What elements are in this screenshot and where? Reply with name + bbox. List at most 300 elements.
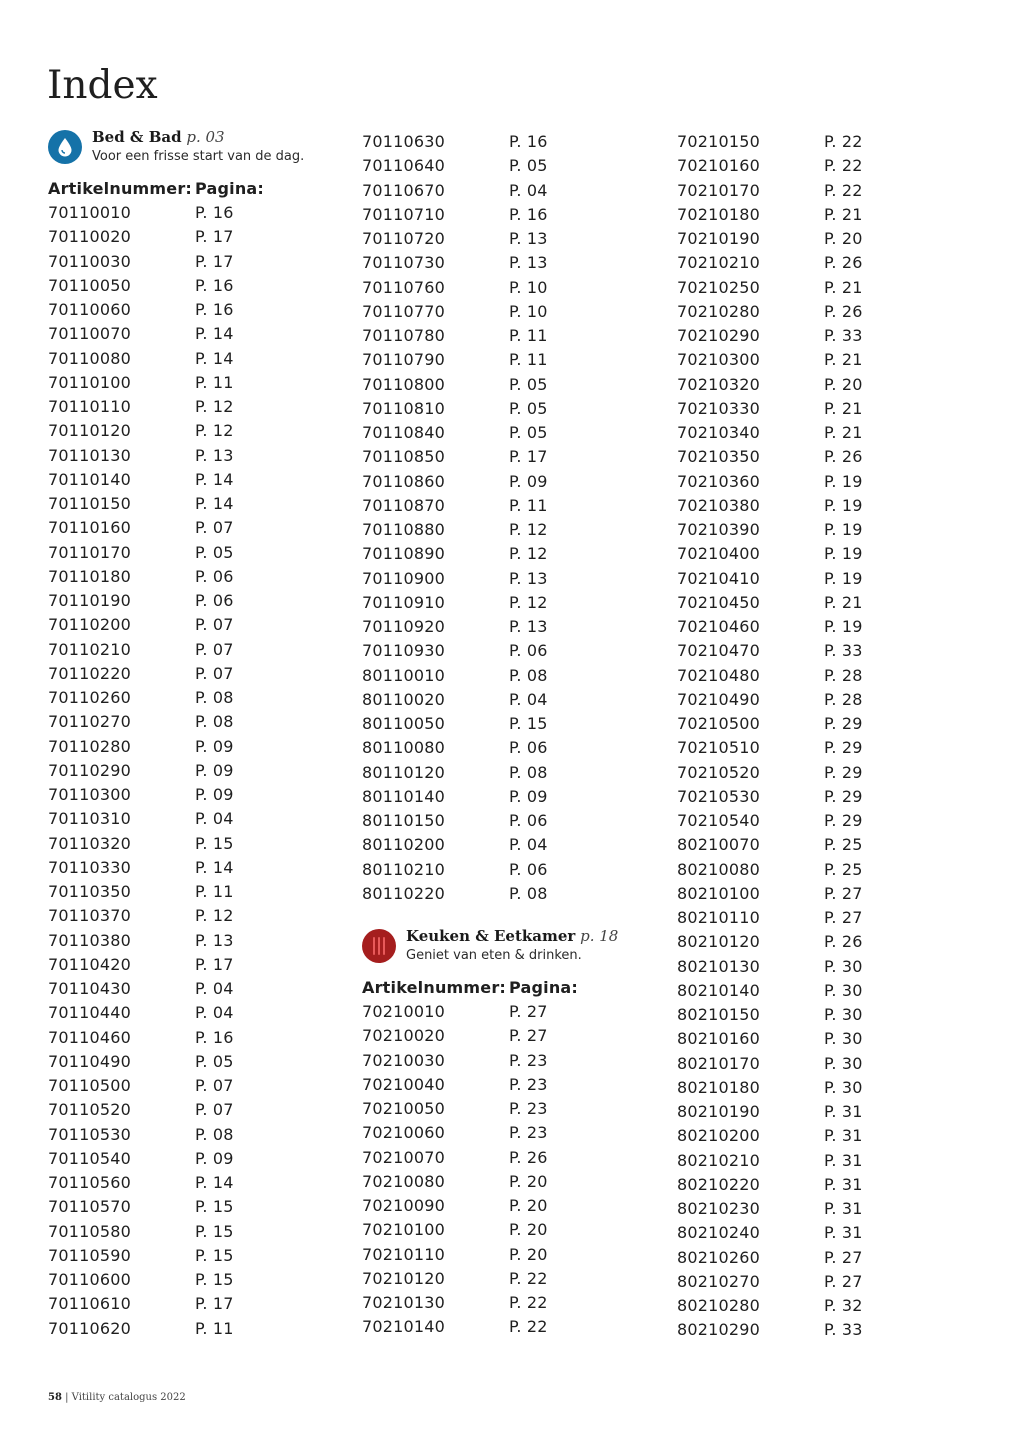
page-reference: P. 08 [195, 688, 234, 707]
page-reference: P. 30 [824, 1053, 863, 1073]
page-reference: P. 04 [509, 835, 548, 855]
article-number: 70210520 [677, 762, 761, 782]
section-header-bed-bad [48, 130, 358, 164]
page-reference: P. 14 [195, 857, 234, 877]
list-item [362, 1170, 672, 1194]
list-item [677, 1294, 987, 1318]
list-item [677, 397, 987, 421]
page-reference: P. 29 [824, 786, 863, 806]
list-item [677, 858, 987, 882]
article-number: 70210170 [677, 180, 761, 200]
article-number: 80210240 [677, 1223, 761, 1243]
page-reference: P. 27 [824, 883, 863, 903]
list-item [48, 444, 358, 468]
list-item [677, 591, 987, 615]
article-number: 70210060 [362, 1123, 446, 1143]
page-reference: P. 06 [509, 811, 548, 830]
page-reference: P. 33 [824, 1320, 863, 1340]
page-reference: P. 11 [195, 372, 234, 392]
page-reference: P. 26 [824, 447, 863, 467]
article-number: 80210120 [677, 932, 761, 952]
article-number: 80210150 [677, 1005, 761, 1024]
list-item [677, 615, 987, 639]
page-reference: P. 07 [195, 639, 234, 659]
page-reference: P. 29 [824, 811, 863, 830]
page-reference: P. 15 [195, 1221, 234, 1241]
page-reference: P. 12 [195, 397, 234, 416]
article-number: 70110310 [48, 809, 132, 829]
article-number: 80210210 [677, 1150, 761, 1170]
page-reference: P. 22 [509, 1293, 548, 1312]
list-item [48, 492, 358, 516]
article-number: 70110170 [48, 542, 132, 562]
article-number: 80210130 [677, 956, 761, 976]
list-item [362, 1049, 672, 1073]
list-item [677, 1003, 987, 1027]
page-reference: P. 30 [824, 956, 863, 976]
page-reference: P. 05 [509, 374, 548, 394]
page-reference: P. 13 [509, 253, 548, 273]
page-reference: P. 09 [509, 786, 548, 806]
list-item [362, 736, 672, 760]
page-reference: P. 31 [824, 1126, 863, 1146]
index-list [362, 130, 672, 906]
list-item [677, 179, 987, 203]
page-reference: P. 12 [509, 544, 548, 564]
page-reference: P. 20 [509, 1244, 548, 1264]
page-reference: P. 22 [824, 180, 863, 200]
article-number: 70110810 [362, 398, 446, 418]
list-item [677, 348, 987, 372]
page-reference: P. 13 [509, 617, 548, 636]
article-number: 70210390 [677, 520, 761, 539]
article-number: 70110380 [48, 930, 132, 950]
article-number-header: Artikelnummer: [48, 179, 193, 198]
article-number: 70110570 [48, 1197, 132, 1217]
list-item [362, 1097, 672, 1121]
article-number: 70110350 [48, 882, 132, 901]
article-number: 70110900 [362, 568, 446, 588]
article-number: 80110120 [362, 762, 446, 782]
list-item [362, 712, 672, 736]
article-number: 70210190 [677, 229, 761, 248]
page-reference: P. 23 [509, 1074, 548, 1094]
article-number: 70210460 [677, 617, 761, 636]
article-number: 80210140 [677, 980, 761, 1000]
list-item [48, 1098, 358, 1122]
page-reference: P. 30 [824, 1029, 863, 1049]
list-item [48, 250, 358, 274]
list-item [677, 130, 987, 154]
list-item [48, 953, 358, 977]
list-item [362, 882, 672, 906]
page-reference: P. 11 [195, 882, 234, 901]
page-reference: P. 04 [195, 809, 234, 829]
page-reference: P. 19 [824, 617, 863, 636]
page-footer [48, 1392, 186, 1403]
list-item [48, 807, 358, 831]
page-reference: P. 23 [509, 1123, 548, 1143]
article-number: 70110500 [48, 1076, 132, 1095]
list-item [677, 882, 987, 906]
article-number: 70110910 [362, 592, 446, 612]
article-number: 80210170 [677, 1053, 761, 1073]
article-number: 80210270 [677, 1271, 761, 1291]
page-reference: P. 26 [824, 253, 863, 273]
list-item [48, 347, 358, 371]
article-number: 70110070 [48, 324, 132, 344]
page-reference: P. 15 [195, 833, 234, 853]
list-item [48, 1001, 358, 1025]
page-reference: P. 29 [824, 738, 863, 758]
page-reference: P. 09 [195, 785, 234, 804]
page-reference: P. 22 [824, 156, 863, 176]
page-reference: P. 21 [824, 592, 863, 612]
article-number: 80210160 [677, 1029, 761, 1049]
article-number: 70110300 [48, 785, 132, 804]
page-reference: P. 06 [509, 641, 548, 661]
water-drop-icon [48, 130, 82, 164]
page-reference: P. 27 [509, 1002, 548, 1021]
article-number: 70110440 [48, 1003, 132, 1023]
page-reference: P. 06 [195, 591, 234, 610]
page-reference: P. 13 [195, 445, 234, 465]
page-reference: P. 20 [509, 1171, 548, 1191]
page-reference: P. 05 [509, 398, 548, 418]
article-number: 80210190 [677, 1102, 761, 1121]
page-reference: P. 12 [509, 592, 548, 612]
page-reference: P. 06 [509, 738, 548, 758]
list-item [362, 470, 672, 494]
list-item [677, 639, 987, 663]
page-reference: P. 08 [195, 712, 234, 732]
article-number: 70110080 [48, 348, 132, 368]
page-header: Pagina: [509, 978, 579, 997]
list-item [362, 373, 672, 397]
list-item [362, 567, 672, 591]
article-number: 70110790 [362, 350, 446, 370]
page-reference: P. 14 [195, 324, 234, 344]
page-reference: P. 07 [195, 1076, 234, 1095]
article-number: 70210320 [677, 374, 761, 394]
article-number: 70210180 [677, 204, 761, 224]
page-reference: P. 30 [824, 1005, 863, 1024]
article-number: 70110840 [362, 423, 446, 442]
list-item [362, 276, 672, 300]
article-number: 70210030 [362, 1050, 446, 1070]
article-number: 70110270 [48, 712, 132, 732]
list-item [677, 203, 987, 227]
list-item [362, 494, 672, 518]
page-reference: P. 28 [824, 689, 863, 709]
article-number: 80210280 [677, 1296, 761, 1315]
page-reference: P. 21 [824, 423, 863, 442]
page-reference: P. 04 [195, 1003, 234, 1023]
article-number: 70110020 [48, 227, 132, 247]
page-reference: P. 17 [509, 447, 548, 467]
article-number: 70110600 [48, 1270, 132, 1289]
page-reference: P. 16 [509, 204, 548, 224]
footer-text: Vitility catalogus 2022 [71, 1392, 186, 1403]
page-reference: P. 12 [195, 421, 234, 441]
list-item [677, 1173, 987, 1197]
article-number: 80110010 [362, 665, 446, 685]
article-number: 80110140 [362, 786, 446, 806]
list-item [677, 906, 987, 930]
article-number: 80210070 [677, 835, 761, 855]
list-item [677, 664, 987, 688]
page-reference: P. 04 [509, 689, 548, 709]
list-item [362, 251, 672, 275]
page-reference: P. 09 [195, 760, 234, 780]
page-reference: P. 05 [509, 423, 548, 442]
list-item [48, 565, 358, 589]
list-item [677, 809, 987, 833]
footer-separator: | [61, 1392, 72, 1403]
list-item [48, 1220, 358, 1244]
page-reference: P. 11 [509, 350, 548, 370]
article-number: 70110630 [362, 132, 446, 151]
article-number: 70110620 [48, 1318, 132, 1338]
page-reference: P. 17 [195, 954, 234, 974]
page-reference: P. 21 [824, 398, 863, 418]
page-reference: P. 10 [509, 301, 548, 321]
page-reference: P. 23 [509, 1099, 548, 1118]
article-number: 70110670 [362, 180, 446, 200]
page-reference: P. 19 [824, 544, 863, 564]
page-title: Index [47, 63, 158, 108]
article-number: 70110330 [48, 857, 132, 877]
page-reference: P. 31 [824, 1150, 863, 1170]
article-number: 70110880 [362, 520, 446, 539]
article-number: 70210090 [362, 1196, 446, 1215]
page-reference: P. 05 [509, 156, 548, 176]
article-number: 70110850 [362, 447, 446, 467]
page-reference: P. 27 [824, 1271, 863, 1291]
list-item [677, 445, 987, 469]
page-reference: P. 16 [195, 1027, 234, 1047]
article-number: 70110060 [48, 300, 132, 319]
list-item [362, 300, 672, 324]
page-reference: P. 20 [509, 1196, 548, 1215]
list-item [362, 1243, 672, 1267]
article-number: 70110200 [48, 615, 132, 635]
article-number: 70110490 [48, 1051, 132, 1071]
list-item [677, 324, 987, 348]
article-number: 70210380 [677, 495, 761, 515]
article-number: 70110520 [48, 1100, 132, 1120]
article-number: 70110140 [48, 469, 132, 489]
list-item [48, 274, 358, 298]
list-item [48, 880, 358, 904]
article-number: 70210510 [677, 738, 761, 758]
article-number: 70110160 [48, 518, 132, 538]
list-item [362, 421, 672, 445]
page-reference: P. 31 [824, 1102, 863, 1121]
list-item [48, 1317, 358, 1341]
page-reference: P. 15 [195, 1270, 234, 1289]
article-number: 70210080 [362, 1171, 446, 1191]
page-reference: P. 29 [824, 762, 863, 782]
article-number: 70110120 [48, 421, 132, 441]
list-item [48, 1171, 358, 1195]
list-item [677, 518, 987, 542]
page-reference: P. 08 [509, 883, 548, 903]
page-reference: P. 09 [195, 736, 234, 756]
list-item [48, 759, 358, 783]
list-item [48, 1292, 358, 1316]
list-item [48, 1147, 358, 1171]
page-reference: P. 25 [824, 835, 863, 855]
article-number: 70110430 [48, 979, 132, 998]
page-reference: P. 12 [195, 906, 234, 926]
list-item [48, 662, 358, 686]
article-number: 70210020 [362, 1026, 446, 1046]
list-item [48, 395, 358, 419]
article-number: 70210400 [677, 544, 761, 564]
page-reference: P. 09 [509, 471, 548, 491]
page-reference: P. 13 [195, 930, 234, 950]
article-number: 80210290 [677, 1320, 761, 1340]
list-item [677, 421, 987, 445]
article-number: 70110870 [362, 495, 446, 515]
list-item [677, 542, 987, 566]
page-reference: P. 08 [509, 762, 548, 782]
page-reference: P. 14 [195, 1173, 234, 1192]
list-item [677, 494, 987, 518]
article-number: 70110220 [48, 663, 132, 683]
list-item [362, 639, 672, 663]
article-number: 70210540 [677, 811, 761, 830]
article-number: 70110730 [362, 253, 446, 273]
article-number: 80210180 [677, 1077, 761, 1097]
page-reference: P. 23 [509, 1050, 548, 1070]
list-item [362, 858, 672, 882]
page-reference: P. 17 [195, 251, 234, 271]
list-item [677, 1197, 987, 1221]
article-number: 70110610 [48, 1294, 132, 1314]
page-reference: P. 20 [824, 374, 863, 394]
index-column-1 [48, 130, 358, 1341]
list-item [362, 591, 672, 615]
page-reference: P. 11 [195, 1318, 234, 1338]
section-subtitle: Voor een frisse start van de dag. [92, 149, 305, 164]
list-item [677, 785, 987, 809]
list-item [48, 832, 358, 856]
article-number: 70110720 [362, 229, 446, 248]
article-number: 80110020 [362, 689, 446, 709]
list-item [48, 638, 358, 662]
list-item [362, 1267, 672, 1291]
article-number: 70110050 [48, 275, 132, 295]
page-reference: P. 31 [824, 1223, 863, 1243]
article-number: 70110770 [362, 301, 446, 321]
page-reference: P. 21 [824, 277, 863, 297]
article-number: 70210450 [677, 592, 761, 612]
page-reference: P. 12 [509, 520, 548, 539]
page-reference: P. 25 [824, 859, 863, 879]
list-item [362, 179, 672, 203]
list-item [362, 1218, 672, 1242]
list-item [48, 904, 358, 928]
list-item [48, 541, 358, 565]
page-reference: P. 08 [195, 1124, 234, 1144]
list-item [362, 397, 672, 421]
article-number: 80210260 [677, 1247, 761, 1267]
list-item [362, 1000, 672, 1024]
article-number: 70210360 [677, 471, 761, 491]
article-number: 70210470 [677, 641, 761, 661]
article-number: 70210480 [677, 665, 761, 685]
index-column-3 [677, 130, 987, 1343]
article-number: 70110030 [48, 251, 132, 271]
article-number: 70210330 [677, 398, 761, 418]
list-item [362, 664, 672, 688]
list-item [48, 201, 358, 225]
page-reference: P. 27 [824, 1247, 863, 1267]
page-reference: P. 31 [824, 1174, 863, 1194]
list-item [48, 516, 358, 540]
page-reference: P. 16 [509, 132, 548, 151]
page-reference: P. 16 [195, 203, 234, 222]
list-item [362, 1121, 672, 1145]
article-number: 80110220 [362, 883, 446, 903]
index-list [677, 130, 987, 1343]
page-reference: P. 14 [195, 348, 234, 368]
page-reference: P. 14 [195, 494, 234, 513]
article-number: 80210230 [677, 1199, 761, 1218]
list-item [48, 856, 358, 880]
page-reference: P. 19 [824, 471, 863, 491]
page-reference: P. 31 [824, 1199, 863, 1218]
article-number: 70110210 [48, 639, 132, 659]
list-item [48, 1244, 358, 1268]
page-reference: P. 26 [509, 1147, 548, 1167]
page-reference: P. 22 [509, 1317, 548, 1337]
list-item [48, 1123, 358, 1147]
list-item [362, 227, 672, 251]
page-reference: P. 27 [509, 1026, 548, 1046]
article-number: 70110370 [48, 906, 132, 926]
list-item [362, 809, 672, 833]
article-number: 70110320 [48, 833, 132, 853]
article-number: 70110560 [48, 1173, 132, 1192]
list-item [48, 1026, 358, 1050]
page-reference: P. 04 [195, 979, 234, 998]
list-item [677, 470, 987, 494]
page-reference: P. 20 [824, 229, 863, 248]
table-header [362, 976, 672, 1000]
list-item [677, 1246, 987, 1270]
article-number: 70210010 [362, 1002, 446, 1021]
section-header-keuken [362, 929, 672, 963]
list-item [362, 324, 672, 348]
list-item [362, 688, 672, 712]
list-item [48, 419, 358, 443]
article-number: 70110100 [48, 372, 132, 392]
article-number: 70110180 [48, 566, 132, 586]
article-number: 70110260 [48, 688, 132, 707]
page-reference: P. 07 [195, 663, 234, 683]
page-reference: P. 09 [195, 1148, 234, 1168]
page-reference: P. 29 [824, 714, 863, 733]
list-item [677, 1221, 987, 1245]
article-number: 80110050 [362, 714, 446, 733]
article-number: 80110200 [362, 835, 446, 855]
page-reference: P. 14 [195, 469, 234, 489]
page-reference: P. 07 [195, 1100, 234, 1120]
article-number: 70210050 [362, 1099, 446, 1118]
